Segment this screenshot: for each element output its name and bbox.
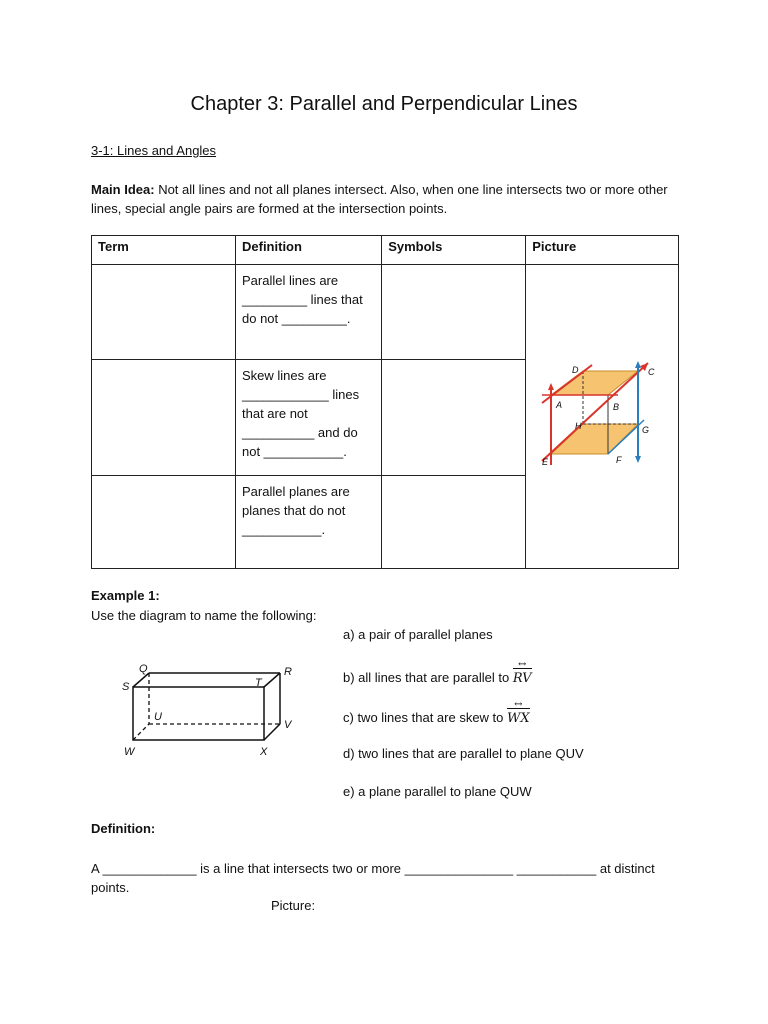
box-label-s: S [122, 681, 130, 693]
cube-label-f: F [616, 455, 622, 465]
cube-diagram [526, 265, 665, 565]
table-header-row [92, 236, 679, 265]
question-c-text: c) two lines that are skew to [343, 710, 508, 725]
definition-heading: Definition: [91, 821, 156, 836]
table-row [92, 265, 679, 360]
symbols-cell[interactable] [382, 265, 526, 360]
main-idea-label: Main Idea: [91, 182, 155, 197]
header-definition: Definition [236, 236, 382, 265]
term-cell[interactable] [92, 265, 236, 360]
main-idea-text: Not all lines and not all planes intersect. Also, when one line intersects two or more other lines, special angle pairs are formed at the intersection points. [91, 182, 668, 216]
cube-label-c: C [648, 367, 655, 377]
symbols-cell[interactable] [382, 360, 526, 476]
question-c [343, 707, 530, 726]
definition-cell [236, 476, 382, 569]
box-hidden-edge [133, 724, 149, 740]
question-d: d) two lines that are parallel to plane QUV [343, 746, 584, 761]
example-heading: Example 1: [91, 588, 160, 603]
page-title: Chapter 3: Parallel and Perpendicular Lines [190, 93, 578, 115]
cube-label-h: H [575, 421, 582, 431]
term-cell[interactable] [92, 476, 236, 569]
line-rv-symbol: RV ↔ [513, 667, 532, 686]
definition-sentence: A _____________ is a line that intersects two or more _______________ ___________ at distinct points. [91, 861, 655, 895]
box-label-t: T [255, 677, 262, 689]
box-label-u: U [154, 711, 162, 723]
arrowhead [548, 383, 554, 390]
terms-table [91, 235, 679, 569]
arrowhead [635, 361, 641, 368]
box-diagram [115, 660, 305, 760]
box-label-x: X [260, 746, 268, 758]
box-edge [264, 673, 280, 687]
definition-parallel-lines: Parallel lines are _________ lines that do not _________. [242, 273, 363, 326]
section-heading: 3-1: Lines and Angles [91, 143, 217, 158]
example-instruction: Use the diagram to name the following: [91, 608, 317, 623]
definition-cell [236, 265, 382, 360]
question-e: e) a plane parallel to plane QUW [343, 784, 532, 799]
definition-cell [236, 360, 382, 476]
line-wx-symbol: WX ↔ [507, 707, 530, 726]
box-label-r: R [284, 666, 292, 678]
box-label-w: W [124, 746, 135, 758]
box-front-face [133, 687, 264, 740]
box-edge [133, 673, 149, 687]
question-b [343, 667, 532, 686]
question-b-text: b) all lines that are parallel to [343, 670, 513, 685]
picture-cell [526, 265, 679, 569]
symbols-cell[interactable] [382, 476, 526, 569]
arrowhead [635, 456, 641, 463]
definition-skew-lines: Skew lines are ____________ lines that are not __________ and do not ___________. [242, 368, 360, 459]
box-label-v: V [284, 719, 292, 731]
question-a: a) a pair of parallel planes [343, 627, 493, 642]
header-picture: Picture [526, 236, 679, 265]
main-idea [91, 180, 691, 218]
header-term: Term [92, 236, 236, 265]
cube-label-g: G [642, 425, 650, 435]
box-label-q: Q [139, 663, 148, 675]
definition-parallel-planes: Parallel planes are planes that do not ___________. [242, 484, 350, 537]
header-symbols: Symbols [382, 236, 526, 265]
cube-label-d: D [572, 365, 579, 375]
picture-label: Picture: [271, 898, 316, 913]
cube-label-b: B [613, 402, 620, 412]
cube-label-a: A [556, 400, 563, 410]
term-cell[interactable] [92, 360, 236, 476]
box-edge [264, 724, 280, 740]
cube-label-e: E [542, 457, 549, 467]
